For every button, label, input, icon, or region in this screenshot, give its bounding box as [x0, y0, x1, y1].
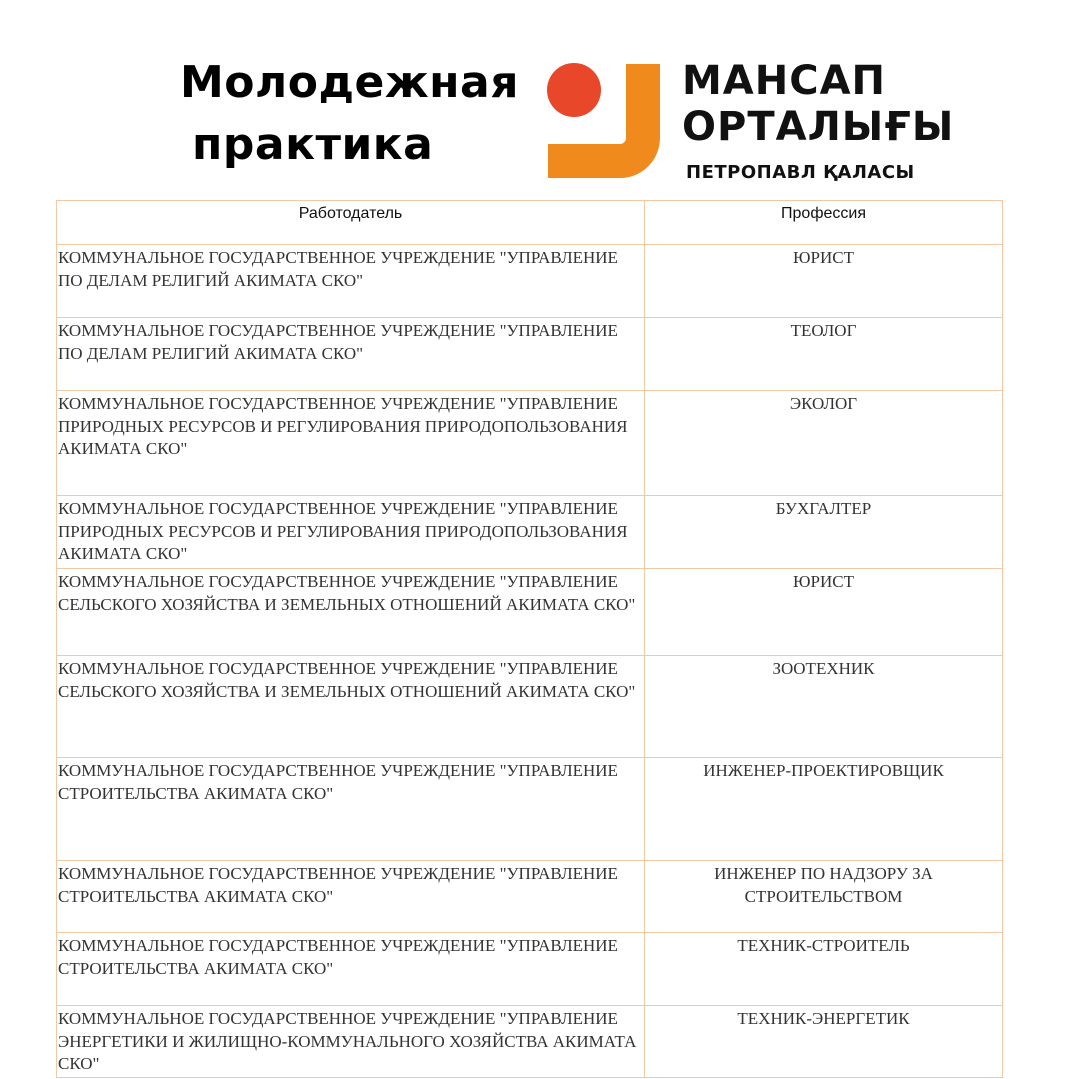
table-row	[57, 933, 1003, 1006]
brand-name-line-2: ОРТАЛЫҒЫ	[682, 104, 955, 150]
table-row	[57, 758, 1003, 861]
table-row	[57, 318, 1003, 391]
page-title-line-2: практика	[192, 119, 434, 170]
profession-cell: ЮРИСТ	[645, 245, 1003, 318]
profession-cell: ИНЖЕНЕР-ПРОЕКТИРОВЩИК	[645, 758, 1003, 861]
page-title-line-1: Молодежная	[180, 57, 519, 108]
table-row	[57, 656, 1003, 758]
table-row	[57, 391, 1003, 496]
jobs-table	[56, 200, 1003, 1078]
logo-circle	[547, 63, 601, 117]
column-header-employer: Работодатель	[57, 201, 645, 245]
table-row	[57, 1006, 1003, 1078]
employer-cell: КОММУНАЛЬНОЕ ГОСУДАРСТВЕННОЕ УЧРЕЖДЕНИЕ "УПРАВЛЕНИЕ СТРОИТЕЛЬСТВА АКИМАТА СКО"	[57, 758, 645, 861]
employer-cell: КОММУНАЛЬНОЕ ГОСУДАРСТВЕННОЕ УЧРЕЖДЕНИЕ "УПРАВЛЕНИЕ ПРИРОДНЫХ РЕСУРСОВ И РЕГУЛИРОВАНИЯ ПРИРОДОПОЛЬЗОВАНИЯ АКИМАТА СКО"	[57, 391, 645, 496]
employer-cell: КОММУНАЛЬНОЕ ГОСУДАРСТВЕННОЕ УЧРЕЖДЕНИЕ "УПРАВЛЕНИЕ СЕЛЬСКОГО ХОЗЯЙСТВА И ЗЕМЕЛЬНЫХ ОТНОШЕНИЙ АКИМАТА СКО"	[57, 569, 645, 656]
profession-cell: ЗООТЕХНИК	[645, 656, 1003, 758]
table-row	[57, 569, 1003, 656]
brand-city: ПЕТРОПАВЛ ҚАЛАСЫ	[686, 162, 915, 183]
brand-name	[682, 58, 954, 184]
employer-cell: КОММУНАЛЬНОЕ ГОСУДАРСТВЕННОЕ УЧРЕЖДЕНИЕ "УПРАВЛЕНИЕ СТРОИТЕЛЬСТВА АКИМАТА СКО"	[57, 861, 645, 933]
profession-cell: ЭКОЛОГ	[645, 391, 1003, 496]
brand-name-line-1: МАНСАП	[682, 58, 887, 104]
table-row	[57, 245, 1003, 318]
employer-cell: КОММУНАЛЬНОЕ ГОСУДАРСТВЕННОЕ УЧРЕЖДЕНИЕ "УПРАВЛЕНИЕ ЭНЕРГЕТИКИ И ЖИЛИЩНО-КОММУНАЛЬНОГО ХОЗЯЙСТВА АКИМАТА СКО"	[57, 1006, 645, 1078]
employer-cell: КОММУНАЛЬНОЕ ГОСУДАРСТВЕННОЕ УЧРЕЖДЕНИЕ "УПРАВЛЕНИЕ ПО ДЕЛАМ РЕЛИГИЙ АКИМАТА СКО"	[57, 245, 645, 318]
employer-cell: КОММУНАЛЬНОЕ ГОСУДАРСТВЕННОЕ УЧРЕЖДЕНИЕ "УПРАВЛЕНИЕ СЕЛЬСКОГО ХОЗЯЙСТВА И ЗЕМЕЛЬНЫХ ОТНОШЕНИЙ АКИМАТА СКО"	[57, 656, 645, 758]
table-header-row	[57, 201, 1003, 245]
profession-cell: ТЕОЛОГ	[645, 318, 1003, 391]
page-title	[170, 52, 519, 176]
mansap-logo-icon	[546, 62, 664, 180]
profession-cell: ТЕХНИК-СТРОИТЕЛЬ	[645, 933, 1003, 1006]
employer-cell: КОММУНАЛЬНОЕ ГОСУДАРСТВЕННОЕ УЧРЕЖДЕНИЕ "УПРАВЛЕНИЕ ПО ДЕЛАМ РЕЛИГИЙ АКИМАТА СКО"	[57, 318, 645, 391]
table-row	[57, 496, 1003, 569]
profession-cell: БУХГАЛТЕР	[645, 496, 1003, 569]
column-header-profession: Профессия	[645, 201, 1003, 245]
employer-cell: КОММУНАЛЬНОЕ ГОСУДАРСТВЕННОЕ УЧРЕЖДЕНИЕ "УПРАВЛЕНИЕ СТРОИТЕЛЬСТВА АКИМАТА СКО"	[57, 933, 645, 1006]
profession-cell: ЮРИСТ	[645, 569, 1003, 656]
table-row	[57, 861, 1003, 933]
profession-cell: ИНЖЕНЕР ПО НАДЗОРУ ЗА СТРОИТЕЛЬСТВОМ	[645, 861, 1003, 933]
employer-cell: КОММУНАЛЬНОЕ ГОСУДАРСТВЕННОЕ УЧРЕЖДЕНИЕ "УПРАВЛЕНИЕ ПРИРОДНЫХ РЕСУРСОВ И РЕГУЛИРОВАНИЯ ПРИРОДОПОЛЬЗОВАНИЯ АКИМАТА СКО"	[57, 496, 645, 569]
profession-cell: ТЕХНИК-ЭНЕРГЕТИК	[645, 1006, 1003, 1078]
